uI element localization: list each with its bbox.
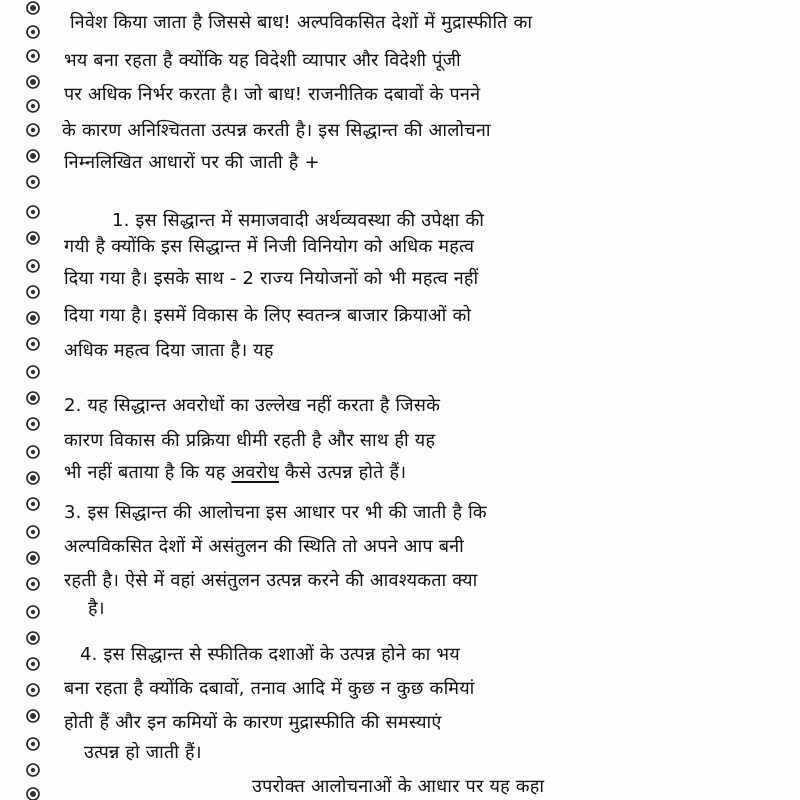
point-3-line-3: रहती है। ऐसे में वहां असंतुलन उत्पन्न करने की आवश्यकता क्या <box>64 570 478 591</box>
point-2-line-3 <box>64 462 406 484</box>
margin-hole <box>27 684 39 696</box>
margin-hole <box>27 578 39 590</box>
conclusion-line-1: उपरोक्त आलोचनाओं के आधार पर यह कहा <box>252 776 545 797</box>
margin-hole <box>27 526 39 538</box>
point-3-line-2: अल्पविकसित देशों में असंतुलन की स्थिति तो अपने आप बनी <box>64 536 465 557</box>
margin-hole <box>27 498 39 510</box>
point-1-line-1: 1. इस सिद्धान्त में समाजवादी अर्थव्यवस्था की उपेक्षा की <box>112 210 485 231</box>
margin-hole <box>27 150 39 162</box>
margin-hole <box>27 338 39 350</box>
margin-hole <box>27 710 39 722</box>
point-3-line-1: 3. इस सिद्धान्त की आलोचना इस आधार पर भी की जाती है कि <box>64 502 487 523</box>
margin-hole <box>27 50 39 62</box>
margin-hole <box>27 206 39 218</box>
handwritten-text-body <box>62 0 792 800</box>
margin-hole <box>27 764 39 776</box>
margin-hole <box>27 472 39 484</box>
margin-hole <box>27 26 39 38</box>
margin-hole <box>27 2 39 14</box>
margin-hole <box>27 392 39 404</box>
text-line-4: के कारण अनिश्चितता उत्पन्न करती है। इस सिद्धान्त की आलोचना <box>62 120 491 141</box>
margin-hole-column <box>0 0 44 800</box>
point-2-line-3-start: भी नहीं बताया है कि यह <box>64 462 232 483</box>
point-3-line-4: है। <box>88 598 105 619</box>
point-2-line-3-end: कैसे उत्पन्न होते हैं। <box>279 462 407 483</box>
margin-hole <box>27 418 39 430</box>
text-line-3: पर अधिक निर्भर करता है। जो बाध! राजनीतिक दबावों के पनने <box>64 84 481 105</box>
point-2-line-2: कारण विकास की प्रक्रिया धीमी रहती है और साथ ही यह <box>64 430 436 451</box>
text-line-2: भय बना रहता है क्योंकि यह विदेशी व्यापार और विदेशी पूंजी <box>64 50 461 71</box>
margin-hole <box>27 658 39 670</box>
margin-hole <box>27 124 39 136</box>
margin-hole <box>27 632 39 644</box>
margin-hole <box>27 552 39 564</box>
point-2-line-1: 2. यह सिद्धान्त अवरोधों का उल्लेख नहीं करता है जिसके <box>64 395 441 416</box>
point-4-line-4: उत्पन्न हो जाती हैं। <box>84 742 202 763</box>
margin-hole <box>27 606 39 618</box>
point-1-line-3: दिया गया है। इसके साथ - 2 राज्य नियोजनों को भी महत्व नहीं <box>64 268 479 289</box>
notebook-margin-holes <box>0 0 44 800</box>
point-1-line-5: अधिक महत्व दिया जाता है। यह <box>64 340 274 361</box>
margin-hole <box>27 286 39 298</box>
text-line-5: निम्नलिखित आधारों पर की जाती है + <box>64 152 320 173</box>
margin-hole <box>27 100 39 112</box>
margin-hole <box>27 788 39 800</box>
margin-hole <box>27 312 39 324</box>
margin-hole <box>27 738 39 750</box>
point-4-line-1: 4. इस सिद्धान्त से स्फीतिक दशाओं के उत्पन्न होने का भय <box>80 644 460 665</box>
text-line-1: निवेश किया जाता है जिससे बाध! अल्पविकसित देशों में मुद्रास्फीति का <box>70 12 533 33</box>
underlined-word: अवरोध <box>231 462 280 483</box>
margin-hole <box>27 176 39 188</box>
point-4-line-2: बना रहता है क्योंकि दबावों, तनाव आदि में कुछ न कुछ कमियां <box>64 678 475 699</box>
margin-hole <box>27 446 39 458</box>
margin-hole <box>27 232 39 244</box>
margin-hole <box>27 76 39 88</box>
point-1-line-4: दिया गया है। इसमें विकास के लिए स्वतन्त्र बाजार क्रियाओं को <box>64 305 472 326</box>
margin-hole <box>27 366 39 378</box>
point-1-line-2: गयी है क्योंकि इस सिद्धान्त में निजी विनियोग को अधिक महत्व <box>64 236 475 257</box>
margin-hole <box>27 260 39 272</box>
point-4-line-3: होती हैं और इन कमियों के कारण मुद्रास्फीति की समस्याएं <box>64 712 442 733</box>
